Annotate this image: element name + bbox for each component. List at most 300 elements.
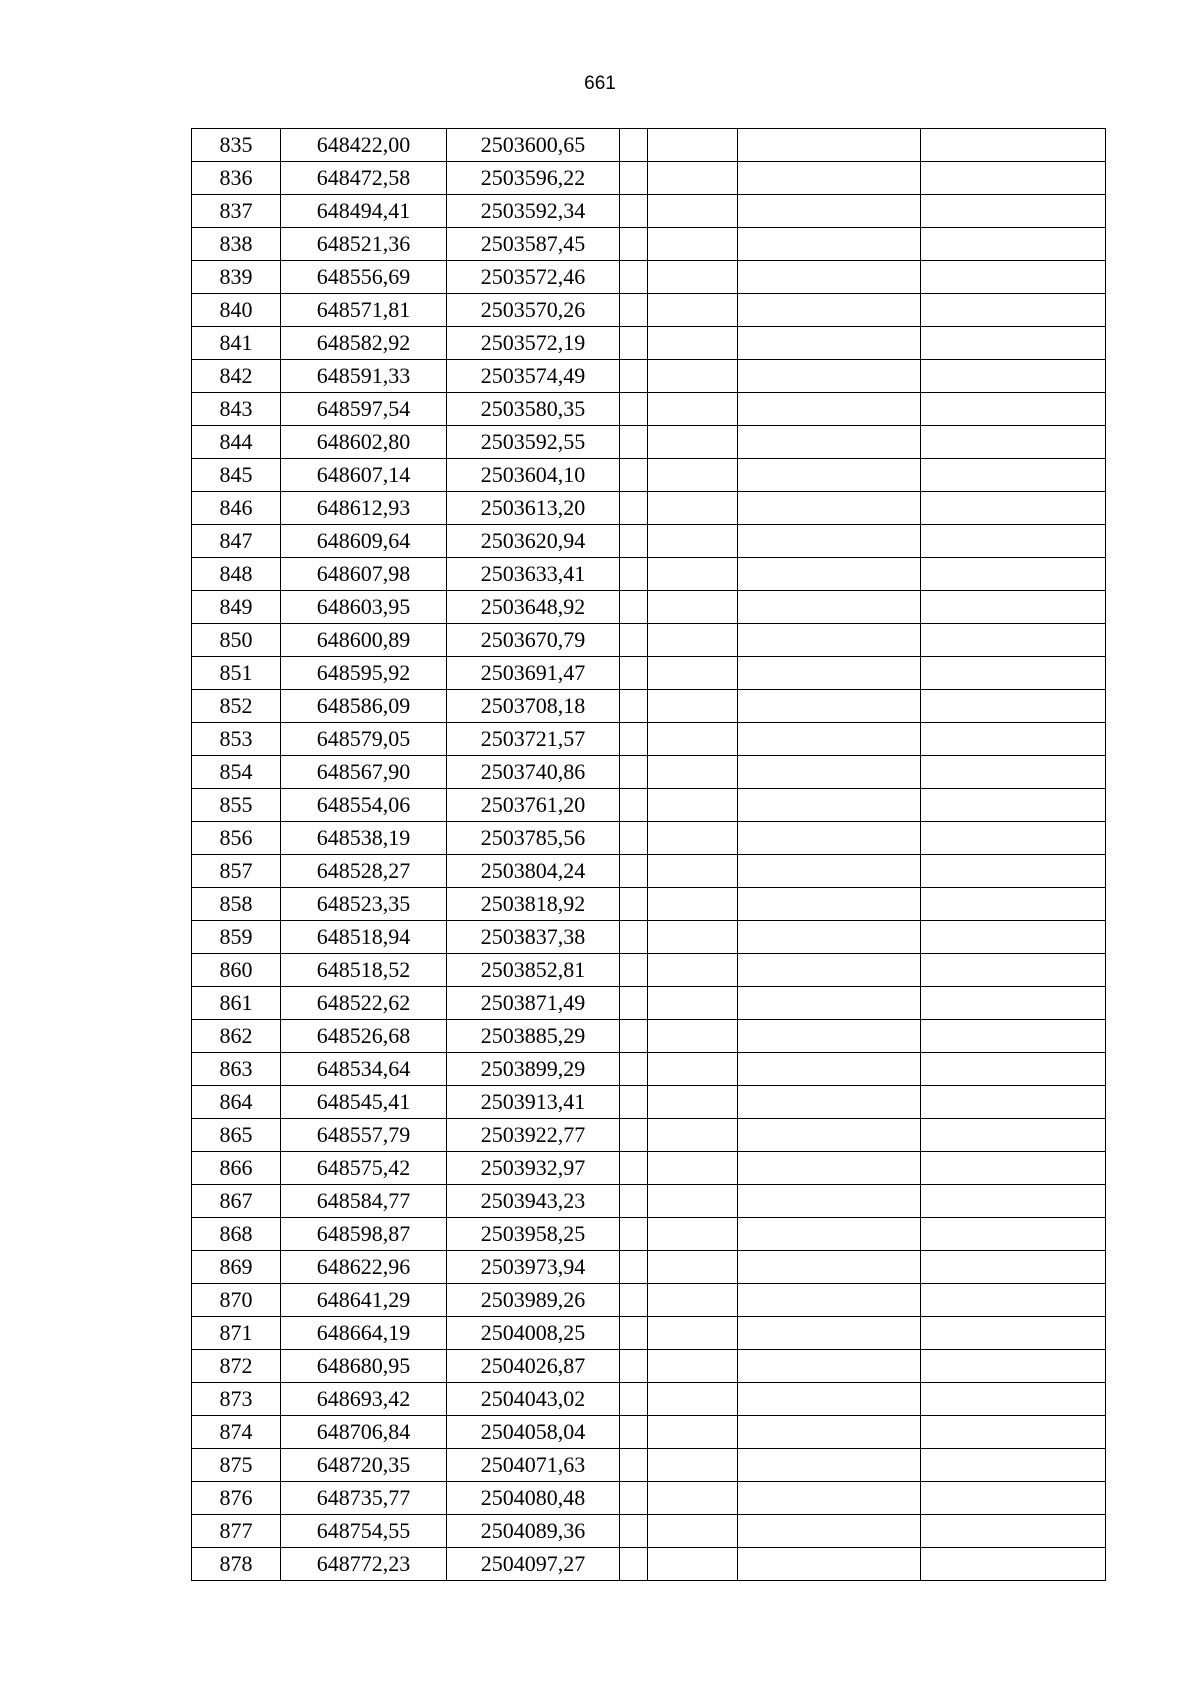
point-number-cell: 840 <box>192 294 281 327</box>
empty-cell <box>738 1119 921 1152</box>
point-number-cell: 847 <box>192 525 281 558</box>
table-row <box>192 393 1106 426</box>
empty-cell <box>648 393 738 426</box>
coordinates-table-body <box>192 129 1106 1581</box>
empty-cell <box>921 261 1106 294</box>
empty-cell <box>738 294 921 327</box>
empty-cell <box>738 558 921 591</box>
x-coordinate-cell: 648720,35 <box>281 1449 447 1482</box>
point-number-cell: 857 <box>192 855 281 888</box>
empty-cell <box>620 294 648 327</box>
table-row <box>192 657 1106 690</box>
empty-cell <box>620 228 648 261</box>
x-coordinate-cell: 648522,62 <box>281 987 447 1020</box>
empty-cell <box>648 1416 738 1449</box>
empty-cell <box>921 1383 1106 1416</box>
point-number-cell: 852 <box>192 690 281 723</box>
table-row <box>192 921 1106 954</box>
empty-cell <box>648 525 738 558</box>
y-coordinate-cell: 2503570,26 <box>447 294 620 327</box>
y-coordinate-cell: 2504026,87 <box>447 1350 620 1383</box>
y-coordinate-cell: 2503913,41 <box>447 1086 620 1119</box>
empty-cell <box>648 1185 738 1218</box>
y-coordinate-cell: 2503885,29 <box>447 1020 620 1053</box>
empty-cell <box>648 888 738 921</box>
empty-cell <box>620 888 648 921</box>
empty-cell <box>921 954 1106 987</box>
empty-cell <box>738 492 921 525</box>
table-row <box>192 294 1106 327</box>
empty-cell <box>648 921 738 954</box>
empty-cell <box>648 1218 738 1251</box>
table-row <box>192 1515 1106 1548</box>
empty-cell <box>921 1515 1106 1548</box>
empty-cell <box>648 1548 738 1581</box>
empty-cell <box>921 360 1106 393</box>
empty-cell <box>921 855 1106 888</box>
y-coordinate-cell: 2503804,24 <box>447 855 620 888</box>
table-row <box>192 459 1106 492</box>
empty-cell <box>921 1416 1106 1449</box>
table-row <box>192 822 1106 855</box>
point-number-cell: 858 <box>192 888 281 921</box>
empty-cell <box>921 888 1106 921</box>
x-coordinate-cell: 648557,79 <box>281 1119 447 1152</box>
empty-cell <box>921 1317 1106 1350</box>
empty-cell <box>921 1053 1106 1086</box>
point-number-cell: 870 <box>192 1284 281 1317</box>
empty-cell <box>738 1251 921 1284</box>
empty-cell <box>921 327 1106 360</box>
x-coordinate-cell: 648622,96 <box>281 1251 447 1284</box>
point-number-cell: 860 <box>192 954 281 987</box>
empty-cell <box>620 789 648 822</box>
empty-cell <box>648 1515 738 1548</box>
x-coordinate-cell: 648609,64 <box>281 525 447 558</box>
y-coordinate-cell: 2504043,02 <box>447 1383 620 1416</box>
page-number: 661 <box>584 73 616 94</box>
empty-cell <box>738 426 921 459</box>
y-coordinate-cell: 2503596,22 <box>447 162 620 195</box>
point-number-cell: 839 <box>192 261 281 294</box>
x-coordinate-cell: 648472,58 <box>281 162 447 195</box>
y-coordinate-cell: 2503721,57 <box>447 723 620 756</box>
empty-cell <box>648 1086 738 1119</box>
point-number-cell: 841 <box>192 327 281 360</box>
empty-cell <box>921 1284 1106 1317</box>
table-row <box>192 162 1106 195</box>
table-row <box>192 1449 1106 1482</box>
x-coordinate-cell: 648567,90 <box>281 756 447 789</box>
empty-cell <box>738 723 921 756</box>
empty-cell <box>620 723 648 756</box>
empty-cell <box>620 1449 648 1482</box>
x-coordinate-cell: 648523,35 <box>281 888 447 921</box>
y-coordinate-cell: 2503818,92 <box>447 888 620 921</box>
empty-cell <box>648 690 738 723</box>
empty-cell <box>738 1218 921 1251</box>
empty-cell <box>921 690 1106 723</box>
x-coordinate-cell: 648600,89 <box>281 624 447 657</box>
point-number-cell: 869 <box>192 1251 281 1284</box>
table-row <box>192 1383 1106 1416</box>
empty-cell <box>648 1350 738 1383</box>
empty-cell <box>738 1350 921 1383</box>
y-coordinate-cell: 2503837,38 <box>447 921 620 954</box>
y-coordinate-cell: 2503740,86 <box>447 756 620 789</box>
point-number-cell: 837 <box>192 195 281 228</box>
empty-cell <box>921 1185 1106 1218</box>
point-number-cell: 864 <box>192 1086 281 1119</box>
table-row <box>192 1020 1106 1053</box>
empty-cell <box>648 954 738 987</box>
x-coordinate-cell: 648664,19 <box>281 1317 447 1350</box>
table-row <box>192 954 1106 987</box>
empty-cell <box>738 1548 921 1581</box>
y-coordinate-cell: 2503574,49 <box>447 360 620 393</box>
empty-cell <box>921 294 1106 327</box>
x-coordinate-cell: 648534,64 <box>281 1053 447 1086</box>
y-coordinate-cell: 2503708,18 <box>447 690 620 723</box>
x-coordinate-cell: 648595,92 <box>281 657 447 690</box>
empty-cell <box>921 228 1106 261</box>
point-number-cell: 874 <box>192 1416 281 1449</box>
empty-cell <box>620 1086 648 1119</box>
empty-cell <box>738 129 921 162</box>
empty-cell <box>620 987 648 1020</box>
empty-cell <box>738 1284 921 1317</box>
empty-cell <box>921 756 1106 789</box>
table-row <box>192 426 1106 459</box>
table-row <box>192 1086 1106 1119</box>
y-coordinate-cell: 2503761,20 <box>447 789 620 822</box>
point-number-cell: 843 <box>192 393 281 426</box>
empty-cell <box>921 1218 1106 1251</box>
empty-cell <box>921 657 1106 690</box>
table-row <box>192 1482 1106 1515</box>
empty-cell <box>738 822 921 855</box>
point-number-cell: 848 <box>192 558 281 591</box>
point-number-cell: 846 <box>192 492 281 525</box>
empty-cell <box>620 1185 648 1218</box>
empty-cell <box>648 360 738 393</box>
point-number-cell: 871 <box>192 1317 281 1350</box>
table-row <box>192 1152 1106 1185</box>
y-coordinate-cell: 2503922,77 <box>447 1119 620 1152</box>
table-row <box>192 1416 1106 1449</box>
point-number-cell: 856 <box>192 822 281 855</box>
empty-cell <box>921 1548 1106 1581</box>
y-coordinate-cell: 2503620,94 <box>447 525 620 558</box>
x-coordinate-cell: 648521,36 <box>281 228 447 261</box>
y-coordinate-cell: 2503670,79 <box>447 624 620 657</box>
table-row <box>192 261 1106 294</box>
empty-cell <box>738 1152 921 1185</box>
empty-cell <box>921 987 1106 1020</box>
empty-cell <box>738 1449 921 1482</box>
point-number-cell: 859 <box>192 921 281 954</box>
empty-cell <box>620 195 648 228</box>
empty-cell <box>921 129 1106 162</box>
empty-cell <box>738 261 921 294</box>
empty-cell <box>921 723 1106 756</box>
empty-cell <box>921 426 1106 459</box>
empty-cell <box>921 558 1106 591</box>
point-number-cell: 838 <box>192 228 281 261</box>
empty-cell <box>738 987 921 1020</box>
empty-cell <box>620 1251 648 1284</box>
empty-cell <box>620 327 648 360</box>
empty-cell <box>620 1350 648 1383</box>
empty-cell <box>921 1119 1106 1152</box>
point-number-cell: 875 <box>192 1449 281 1482</box>
empty-cell <box>620 261 648 294</box>
table-row <box>192 1185 1106 1218</box>
table-row <box>192 888 1106 921</box>
empty-cell <box>738 1086 921 1119</box>
x-coordinate-cell: 648603,95 <box>281 591 447 624</box>
empty-cell <box>620 591 648 624</box>
empty-cell <box>738 228 921 261</box>
point-number-cell: 835 <box>192 129 281 162</box>
empty-cell <box>738 327 921 360</box>
empty-cell <box>620 393 648 426</box>
x-coordinate-cell: 648612,93 <box>281 492 447 525</box>
y-coordinate-cell: 2503785,56 <box>447 822 620 855</box>
point-number-cell: 872 <box>192 1350 281 1383</box>
x-coordinate-cell: 648422,00 <box>281 129 447 162</box>
point-number-cell: 876 <box>192 1482 281 1515</box>
table-row <box>192 1284 1106 1317</box>
empty-cell <box>738 1317 921 1350</box>
empty-cell <box>648 195 738 228</box>
empty-cell <box>738 954 921 987</box>
empty-cell <box>620 1515 648 1548</box>
coordinates-table <box>191 128 1106 1581</box>
x-coordinate-cell: 648582,92 <box>281 327 447 360</box>
point-number-cell: 836 <box>192 162 281 195</box>
empty-cell <box>648 1020 738 1053</box>
x-coordinate-cell: 648518,52 <box>281 954 447 987</box>
empty-cell <box>620 1218 648 1251</box>
empty-cell <box>648 228 738 261</box>
table-row <box>192 987 1106 1020</box>
table-row <box>192 624 1106 657</box>
x-coordinate-cell: 648579,05 <box>281 723 447 756</box>
point-number-cell: 878 <box>192 1548 281 1581</box>
empty-cell <box>620 1416 648 1449</box>
empty-cell <box>921 1152 1106 1185</box>
x-coordinate-cell: 648602,80 <box>281 426 447 459</box>
y-coordinate-cell: 2504089,36 <box>447 1515 620 1548</box>
empty-cell <box>921 492 1106 525</box>
empty-cell <box>738 888 921 921</box>
point-number-cell: 867 <box>192 1185 281 1218</box>
empty-cell <box>620 1152 648 1185</box>
empty-cell <box>648 591 738 624</box>
point-number-cell: 844 <box>192 426 281 459</box>
empty-cell <box>648 294 738 327</box>
empty-cell <box>921 789 1106 822</box>
table-row <box>192 591 1106 624</box>
x-coordinate-cell: 648556,69 <box>281 261 447 294</box>
x-coordinate-cell: 648693,42 <box>281 1383 447 1416</box>
empty-cell <box>921 624 1106 657</box>
x-coordinate-cell: 648597,54 <box>281 393 447 426</box>
empty-cell <box>921 1482 1106 1515</box>
empty-cell <box>921 921 1106 954</box>
empty-cell <box>620 1020 648 1053</box>
x-coordinate-cell: 648772,23 <box>281 1548 447 1581</box>
empty-cell <box>648 756 738 789</box>
point-number-cell: 862 <box>192 1020 281 1053</box>
empty-cell <box>648 624 738 657</box>
table-row <box>192 1119 1106 1152</box>
table-row <box>192 360 1106 393</box>
empty-cell <box>648 1152 738 1185</box>
empty-cell <box>620 855 648 888</box>
empty-cell <box>648 1317 738 1350</box>
y-coordinate-cell: 2503691,47 <box>447 657 620 690</box>
y-coordinate-cell: 2503604,10 <box>447 459 620 492</box>
point-number-cell: 873 <box>192 1383 281 1416</box>
empty-cell <box>648 723 738 756</box>
empty-cell <box>620 558 648 591</box>
empty-cell <box>738 1185 921 1218</box>
y-coordinate-cell: 2504071,63 <box>447 1449 620 1482</box>
table-row <box>192 1053 1106 1086</box>
x-coordinate-cell: 648538,19 <box>281 822 447 855</box>
point-number-cell: 853 <box>192 723 281 756</box>
empty-cell <box>648 1251 738 1284</box>
x-coordinate-cell: 648735,77 <box>281 1482 447 1515</box>
x-coordinate-cell: 648598,87 <box>281 1218 447 1251</box>
table-row <box>192 1251 1106 1284</box>
empty-cell <box>921 393 1106 426</box>
empty-cell <box>648 1482 738 1515</box>
x-coordinate-cell: 648706,84 <box>281 1416 447 1449</box>
x-coordinate-cell: 648754,55 <box>281 1515 447 1548</box>
empty-cell <box>648 261 738 294</box>
empty-cell <box>620 624 648 657</box>
x-coordinate-cell: 648575,42 <box>281 1152 447 1185</box>
x-coordinate-cell: 648641,29 <box>281 1284 447 1317</box>
empty-cell <box>738 756 921 789</box>
empty-cell <box>620 690 648 723</box>
empty-cell <box>648 657 738 690</box>
empty-cell <box>648 1383 738 1416</box>
y-coordinate-cell: 2503592,34 <box>447 195 620 228</box>
empty-cell <box>921 525 1106 558</box>
empty-cell <box>921 195 1106 228</box>
point-number-cell: 842 <box>192 360 281 393</box>
y-coordinate-cell: 2503572,19 <box>447 327 620 360</box>
x-coordinate-cell: 648591,33 <box>281 360 447 393</box>
empty-cell <box>648 822 738 855</box>
table-row <box>192 492 1106 525</box>
y-coordinate-cell: 2503613,20 <box>447 492 620 525</box>
x-coordinate-cell: 648518,94 <box>281 921 447 954</box>
empty-cell <box>648 426 738 459</box>
empty-cell <box>648 1119 738 1152</box>
empty-cell <box>648 1053 738 1086</box>
x-coordinate-cell: 648494,41 <box>281 195 447 228</box>
table-row <box>192 558 1106 591</box>
y-coordinate-cell: 2503587,45 <box>447 228 620 261</box>
empty-cell <box>620 129 648 162</box>
empty-cell <box>620 756 648 789</box>
table-row <box>192 1548 1106 1581</box>
y-coordinate-cell: 2503572,46 <box>447 261 620 294</box>
empty-cell <box>738 1416 921 1449</box>
empty-cell <box>921 1020 1106 1053</box>
empty-cell <box>648 855 738 888</box>
y-coordinate-cell: 2503648,92 <box>447 591 620 624</box>
empty-cell <box>620 954 648 987</box>
table-row <box>192 756 1106 789</box>
empty-cell <box>738 921 921 954</box>
empty-cell <box>620 459 648 492</box>
empty-cell <box>738 1383 921 1416</box>
empty-cell <box>921 822 1106 855</box>
point-number-cell: 845 <box>192 459 281 492</box>
x-coordinate-cell: 648528,27 <box>281 855 447 888</box>
empty-cell <box>620 1383 648 1416</box>
point-number-cell: 866 <box>192 1152 281 1185</box>
table-row <box>192 195 1106 228</box>
empty-cell <box>738 690 921 723</box>
empty-cell <box>620 162 648 195</box>
empty-cell <box>738 1020 921 1053</box>
y-coordinate-cell: 2503943,23 <box>447 1185 620 1218</box>
empty-cell <box>620 525 648 558</box>
point-number-cell: 854 <box>192 756 281 789</box>
table-row <box>192 723 1106 756</box>
table-row <box>192 855 1106 888</box>
point-number-cell: 877 <box>192 1515 281 1548</box>
x-coordinate-cell: 648526,68 <box>281 1020 447 1053</box>
x-coordinate-cell: 648607,14 <box>281 459 447 492</box>
empty-cell <box>648 558 738 591</box>
empty-cell <box>921 1086 1106 1119</box>
table-row <box>192 327 1106 360</box>
y-coordinate-cell: 2504058,04 <box>447 1416 620 1449</box>
empty-cell <box>648 789 738 822</box>
point-number-cell: 849 <box>192 591 281 624</box>
table-row <box>192 690 1106 723</box>
empty-cell <box>921 162 1106 195</box>
empty-cell <box>648 492 738 525</box>
y-coordinate-cell: 2503580,35 <box>447 393 620 426</box>
y-coordinate-cell: 2503633,41 <box>447 558 620 591</box>
empty-cell <box>620 1482 648 1515</box>
empty-cell <box>738 459 921 492</box>
y-coordinate-cell: 2503958,25 <box>447 1218 620 1251</box>
empty-cell <box>620 492 648 525</box>
empty-cell <box>648 129 738 162</box>
table-row <box>192 1350 1106 1383</box>
empty-cell <box>620 1284 648 1317</box>
y-coordinate-cell: 2503852,81 <box>447 954 620 987</box>
empty-cell <box>648 459 738 492</box>
empty-cell <box>620 360 648 393</box>
empty-cell <box>620 1053 648 1086</box>
empty-cell <box>738 393 921 426</box>
y-coordinate-cell: 2504080,48 <box>447 1482 620 1515</box>
table-row <box>192 789 1106 822</box>
empty-cell <box>620 1119 648 1152</box>
x-coordinate-cell: 648584,77 <box>281 1185 447 1218</box>
